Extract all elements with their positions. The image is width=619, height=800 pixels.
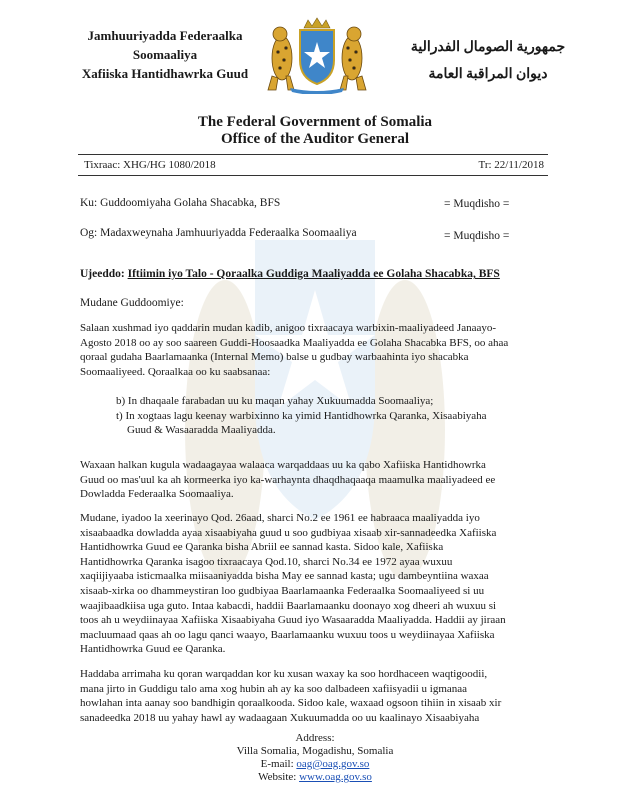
org-name-arabic-line-1: جمهورية الصومال الفدرالية — [410, 40, 566, 55]
addressee-to-city: = Muqdisho = — [444, 198, 510, 210]
paragraph-concern — [80, 458, 550, 502]
crown-icon — [304, 18, 330, 28]
paragraph-line: Haddaba arrimaha ku qoran warqaddan kor ku xusan waxay ka soo hordhaceen waqtigoodii, — [80, 668, 488, 680]
paragraph-line: Agosto 2018 oo ay soo saareen Guddi-Hoosaadka Maaliyadda ee Golaha Shacabka BFS, oo ahaa — [80, 336, 509, 349]
paragraph-line: xisaab-xirka oo dhammeystiran loo gudbiyaa Baarlamaanka Federaalka Soomaaliyeed si uu — [80, 584, 485, 597]
paragraph-line: Dowladda Federaalka Soomaaliya. — [80, 488, 234, 501]
leopard-left-icon — [268, 27, 294, 90]
footer-website-label: Website: — [258, 771, 300, 783]
reference-bar — [78, 154, 548, 176]
paragraph-line: Waxaan halkan kugula wadaagayaa walaaca warqaddaas uu ka qabo Xafiiska Hantidhowrka — [80, 459, 486, 471]
leopard-right-icon — [340, 27, 366, 90]
email-link[interactable]: oag@oag.gov.so — [296, 758, 370, 770]
paragraph-line: waajibaadkiisa uga guto. Intaa kabacdi, haddii Baarlamaanku doonayo xog dheeri ah wuxuu si — [80, 599, 497, 612]
footer-website-line — [180, 771, 450, 784]
paragraph-line: Soomaaliyeed. Qoraalkaa oo ku saabsanaa: — [80, 365, 271, 378]
addressee-cc-city: = Muqdisho = — [444, 230, 510, 242]
paragraph-line: Hantidhowrka Guud ee Qaranka bisha Abriil ee sannad kasta. Sidoo kale, Xafiiska — [80, 541, 444, 554]
org-name-arabic-line-2: ديوان المراقبة العامة — [428, 67, 548, 82]
paragraph-intro — [80, 321, 550, 379]
paragraph-line: toos ah u weydiinayaa Xafiiska Xisaabiyaha Guud iyo Wasaaradda Maaliyadda. Haddii ay jiraan — [80, 614, 506, 627]
paragraph-line: xisaabaadka dowladda ayaa xisaabiyaha guud u soo gudbiyaa xisaab xir-sannadeedka Xafiiska — [80, 526, 497, 539]
addressee-to: Ku: Guddoomiyaha Golaha Shacabka, BFS — [80, 197, 281, 209]
org-name-arabic — [388, 34, 588, 88]
paragraph-line: mana jirto in Guddigu talo ama xog hubin ah ay ka soo dalbadeen xafiisyadii u igmanaa — [80, 682, 468, 695]
paragraph-line: howlahan inta aanay soo bandhigin qoraalkooda. Sidoo kale, waxaad ogsoon tihiin in xisaab xir — [80, 697, 502, 710]
ribbon-icon — [290, 88, 344, 94]
paragraph-line: Guud oo mas'uul ka ah kormeerka iyo ka-warhaynta dhaqdhaqaaqa maamulka maaliyadeed ee — [80, 473, 496, 486]
paragraph-line: qoraal gudaha Baarlamaanka (Internal Memo) balse u gudbay warbaahinta iyo shacabka — [80, 351, 469, 364]
title-line-2: Office of the Auditor General — [220, 131, 410, 147]
list-item: Guud & Wasaaradda Maaliyadda. — [116, 424, 276, 437]
coat-of-arms-emblem — [262, 16, 372, 94]
footer-address: Villa Somalia, Mogadishu, Somalia — [236, 745, 394, 757]
list-item: t) In xogtaas lagu keenay warbixinno ka yimid Hantidhowrka Qaranka, Xisaabiyaha — [116, 409, 487, 422]
subject-text: Iftiimin iyo Talo - Qoraalka Guddiga Maaliyadda ee Golaha Shacabka, BFS — [127, 268, 500, 280]
reference-date: Tr: 22/11/2018 — [478, 159, 544, 171]
paragraph-line: Salaan xushmad iyo qaddarin mudan kadib, anigoo tixraacaya warbixin-maaliyadeed Janaayo- — [80, 322, 497, 334]
footer-email-label: E-mail: — [260, 758, 297, 770]
salutation: Mudane Guddoomiye: — [80, 297, 184, 309]
org-name-line-2: Soomaaliya — [132, 47, 198, 62]
concerns-list — [116, 394, 550, 438]
website-link[interactable]: www.oag.gov.so — [299, 771, 372, 783]
footer-email-line — [180, 758, 450, 771]
footer-address-block — [180, 732, 450, 784]
letterhead-title — [150, 114, 480, 148]
org-name-somali — [70, 26, 260, 83]
title-line-1: The Federal Government of Somalia — [197, 114, 433, 130]
paragraph-line: sanadeedka 2018 uu yahay hawl ay wadaagaan Xukuumadda oo uu kaalinayo Xisaabiyaha — [80, 711, 480, 724]
org-name-line-1: Jamhuuriyadda Federaalka — [87, 28, 243, 43]
paragraph-line: macluumaad qaas ah oo lagu qanci waayo, Baarlamaanku wuxuu toos u weydiinayaa Xafiiska — [80, 628, 495, 641]
paragraph-conclusion — [80, 667, 550, 725]
paragraph-line: xaqiijiyaaba isticmaalka miisaaniyadda bisha May ee sannad kasta; ugu dambeyntiina waxaa — [80, 570, 489, 583]
paragraph-line: Hantidhowrka Guud ee Qaranka. — [80, 643, 226, 656]
addressee-cc: Og: Madaxweynaha Jamhuuriyadda Federaalka Soomaaliya — [80, 227, 357, 239]
subject-line — [80, 268, 500, 280]
paragraph-legal-basis — [80, 511, 550, 657]
list-item: b) In dhaqaale farabadan uu ku maqan yahay Xukuumadda Soomaaliya; — [116, 395, 434, 407]
paragraph-line: Mudane, iyadoo la xeerinayo Qod. 26aad, sharci No.2 ee 1961 ee habraaca maaliyadda iyo — [80, 512, 480, 524]
org-name-line-3: Xafiiska Hantidhawrka Guud — [81, 66, 249, 81]
footer-address-label: Address: — [295, 732, 335, 744]
subject-label: Ujeeddo: — [80, 268, 125, 280]
paragraph-line: Hantidhowrka Qaranka isagoo tixraacaya Qod.10, sharci No.34 ee 1972 ayaa wuxuu — [80, 555, 453, 568]
reference-number: Tixraac: XHG/HG 1080/2018 — [84, 159, 216, 171]
